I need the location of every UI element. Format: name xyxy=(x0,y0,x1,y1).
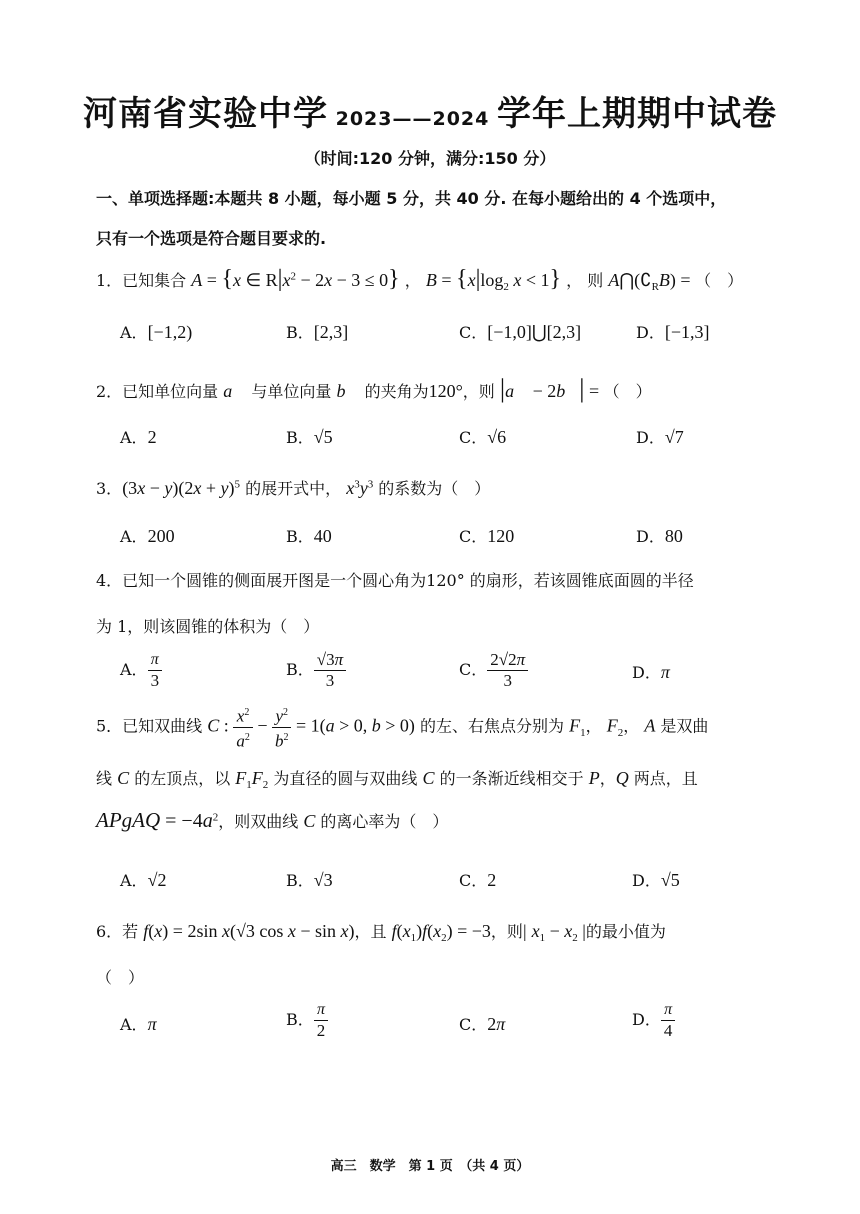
q2-option-c[interactable]: C．√6 xyxy=(459,427,507,447)
q6-option-a[interactable]: A．π xyxy=(120,1014,157,1034)
q3-option-a[interactable]: A．200 xyxy=(120,526,175,546)
question-1-stem: 1．已知集合 A = {x ∈ $R|x^2 - 2x - 3 \le 0$} ， $B = \{x|\log_2$ x < 1} ， 则 $A⋂(∁_RB)$ = （ ） xyxy=(96,266,744,294)
q3-option-b[interactable]: B．40 xyxy=(286,526,332,546)
q2-option-b[interactable]: B．√5 xyxy=(286,427,333,447)
question-2-stem: 2．已知单位向量 a⃗ 与单位向量 b⃗ 的夹角为120°，则 |a⃗ − 2b⃗| = （ ） xyxy=(96,374,652,403)
q1-option-c[interactable]: C．[−1,0]⋃[2,3] xyxy=(459,322,582,342)
page-footer: 高三 数学 第 1 页 （共 4 页） xyxy=(330,1159,530,1174)
q4-option-d[interactable]: D．π xyxy=(632,662,670,682)
section-header-line2: 只有一个选项是符合题目要求的. xyxy=(96,229,327,248)
question-6-stem-line2: （ ） xyxy=(96,968,145,987)
exam-subtitle: （时间:120 分钟，满分:150 分） xyxy=(304,149,556,168)
section-header-line1: 一、单项选择题:本题共 8 小题，每小题 5 分，共 40 分. 在每小题给出的 4 个选项中， xyxy=(96,189,727,208)
q4-option-b[interactable]: B． $\frac{√3\pi}{3}$ xyxy=(286,650,346,691)
question-6-stem-line1: 6．若 f(x) = 2sin x(√3 cos x − sin x)，且 $f(x_1)f(x_2) = -3$，则| $x_1 - x_2$ |的最小值为 xyxy=(96,921,666,945)
q3-option-c[interactable]: C．120 xyxy=(459,526,515,546)
q5-option-d[interactable]: D．√5 xyxy=(632,870,680,890)
q1-option-a[interactable]: A．[−1,2) xyxy=(120,322,193,342)
q3-option-d[interactable]: D．80 xyxy=(636,526,683,546)
question-5-stem-line1: 5．已知双曲线 C : $\frac{x^2}{a^2}$ − $\frac{y^2}{b^2}$ = 1(a > 0, b > 0) 的左、右焦点分别为 $F_1$， $F_2$， A 是双曲 xyxy=(96,703,708,751)
q6-option-b[interactable]: B． $\frac{\pi}{2}$ xyxy=(286,1000,328,1041)
q5-option-b[interactable]: B．√3 xyxy=(286,870,333,890)
question-5-stem-line2: 线 C 的左顶点，以 $F_1F_2$ 为直径的圆与双曲线 C 的一条渐近线相交于 P，Q 两点，且 xyxy=(96,768,698,792)
q1-option-b[interactable]: B．[2,3] xyxy=(286,322,349,342)
q4-option-c[interactable]: C． $\frac{2√2\pi}{3}$ xyxy=(459,650,528,691)
q5-option-c[interactable]: C．2 xyxy=(459,870,497,890)
question-5-stem-line3: APgAQ = $-4a^2$，则双曲线 C 的离心率为（ ） xyxy=(96,808,449,832)
q1-option-d[interactable]: D．[−1,3] xyxy=(636,322,710,342)
q2-option-a[interactable]: A．2 xyxy=(120,427,157,447)
question-4-stem-line1: 4．已知一个圆锥的侧面展开图是一个圆心角为120° 的扇形，若该圆锥底面圆的半径 xyxy=(96,571,694,590)
question-4-stem-line2: 为 1，则该圆锥的体积为（ ） xyxy=(96,617,320,636)
q2-option-d[interactable]: D．√7 xyxy=(636,427,684,447)
q6-option-d[interactable]: D． $\frac{\pi}{4}$ xyxy=(632,1000,675,1041)
q5-option-a[interactable]: A．√2 xyxy=(120,870,167,890)
q4-option-a[interactable]: A． $\frac{\pi}{3}$ xyxy=(120,650,162,691)
page-title: 河南省实验中学 2023——2024 学年上期期中试卷 xyxy=(83,94,777,134)
q6-option-c[interactable]: C．2π xyxy=(459,1014,506,1034)
question-3-stem: 3．$(3x - y)(2x + y)^5$ 的展开式中， $x^3y^3$ 的系数为（ ） xyxy=(96,478,491,498)
